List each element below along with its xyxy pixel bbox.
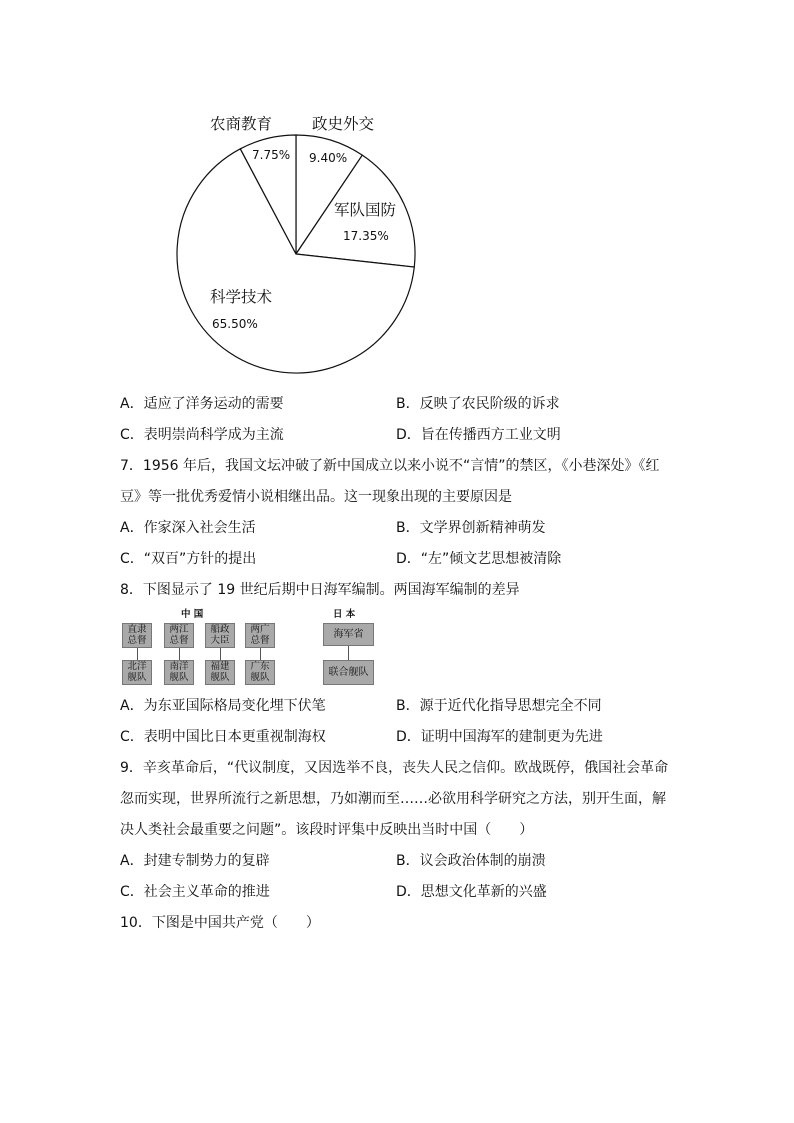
q8-option-d[interactable]: D．证明中国海军的建制更为先进 [396,729,603,745]
q7-stem-line2: 豆》等一批优秀爱情小说相继出品。这一现象出现的主要原因是 [120,489,512,505]
q8-stem-line1: 8．下图显示了 19 世纪后期中日海军编制。两国海军编制的差异 [120,582,520,598]
china-bottom-box: 福建 舰队 [205,660,235,685]
pie-category-label: 政史外交 [312,115,375,133]
q6-option-d[interactable]: D．旨在传播西方工业文明 [396,427,561,443]
q10-stem-line1: 10．下图是中国共产党（ ） [120,915,320,931]
q9-option-d[interactable]: D．思想文化革新的兴盛 [396,884,547,900]
china-bottom-box: 广东 舰队 [245,660,275,685]
q7-option-d[interactable]: D．“左”倾文艺思想被清除 [396,551,562,567]
q6-option-b[interactable]: B．反映了农民阶级的诉求 [396,396,560,412]
japan-top-box: 海军省 [323,623,374,646]
pie-category-label: 科学技术 [210,288,273,306]
q9-stem-line3: 决人类社会最重要之问题”。该段时评集中反映出当时中国（ ） [120,822,534,838]
pie-value-label: 65.50% [212,317,258,331]
pie-category-label: 军队国防 [334,201,397,219]
china-top-box: 船政 大臣 [205,623,235,648]
pie-value-label: 17.35% [343,229,389,243]
japan-heading: 日 本 [333,609,356,620]
connector-line [179,648,180,660]
connector-line [137,648,138,660]
q7-option-c[interactable]: C．“双百”方针的提出 [120,551,257,567]
pie-slices [177,135,415,373]
connector-line [348,646,349,660]
q9-option-c[interactable]: C．社会主义革命的推进 [120,884,270,900]
china-top-box: 两江 总督 [164,623,194,648]
connector-line [260,648,261,660]
connector-line [220,648,221,660]
q9-option-a[interactable]: A．封建专制势力的复辟 [120,853,270,869]
q8-option-b[interactable]: B．源于近代化指导思想完全不同 [396,698,602,714]
q6-option-a[interactable]: A．适应了洋务运动的需要 [120,396,284,412]
q9-stem-line1: 9．辛亥革命后，“代议制度，又因选举不良，丧失人民之信仰。欧战既停，俄国社会革命 [120,760,669,776]
q9-option-b[interactable]: B．议会政治体制的崩溃 [396,853,546,869]
q7-stem-line1: 7．1956 年后，我国文坛冲破了新中国成立以来小说不“言情”的禁区，《小巷深处》《红 [120,458,660,474]
pie-chart [0,0,794,390]
china-bottom-box: 北洋 舰队 [122,660,152,685]
q8-option-c[interactable]: C．表明中国比日本更重视制海权 [120,729,326,745]
china-top-box: 两广 总督 [245,623,275,648]
q9-stem-line2: 忽而实现，世界所流行之新思想，乃如潮而至……必欲用科学研究之方法，别开生面，解 [120,791,666,807]
pie-value-label: 7.75% [252,148,291,162]
china-heading: 中 国 [181,609,204,620]
q6-option-c[interactable]: C．表明崇尚科学成为主流 [120,427,284,443]
japan-bottom-box: 联合舰队 [323,660,374,685]
q7-option-a[interactable]: A．作家深入社会生活 [120,520,256,536]
q8-option-a[interactable]: A．为东亚国际格局变化埋下伏笔 [120,698,326,714]
china-bottom-box: 南洋 舰队 [164,660,194,685]
china-top-box: 直隶 总督 [122,623,152,648]
pie-value-label: 9.40% [309,151,348,165]
q7-option-b[interactable]: B．文学界创新精神萌发 [396,520,546,536]
pie-category-label: 农商教育 [210,115,273,133]
